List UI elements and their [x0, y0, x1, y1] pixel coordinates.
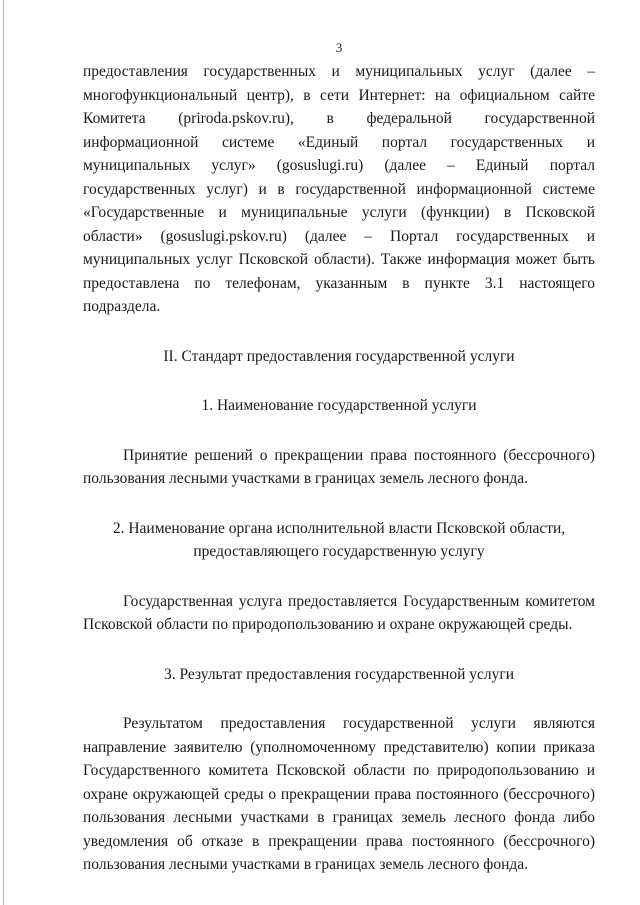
subsection-1-heading-line: 1. Наименование государственной услуги [201, 397, 477, 414]
subsection-2-heading-line-1: 2. Наименование органа исполнительной власти Псковской области, [112, 519, 566, 537]
spacer [83, 491, 595, 517]
document-page [83, 40, 595, 877]
subsection-1-paragraph: Принятие решений о прекращении права постоянного (бессрочного) пользования лесными участками в границах земель лесного фонда. [83, 446, 595, 487]
spacer [83, 686, 595, 712]
section-heading: II. Стандарт предоставления государственной услуги [163, 347, 515, 365]
subsection-2-paragraph: Государственная услуга предоставляется Государственным комитетом Псковской области по природопользованию и охране окружающей среды. [83, 592, 595, 633]
subsection-3-heading-line: 3. Результат предоставления государственной услуги [163, 665, 515, 683]
subsection-3-paragraph: Результатом предоставления государственной услуги являются направление заявителю (уполномоченному представителю) копии приказа Государственного комитета Псковской области по природопользованию и охране окружающей среды о прекращении права постоянного (бессрочного) пользования лесными участками в границах земель лесного фонда либо уведомления об отказе в прекращении права постоянного (бессрочного) пользования лесными участками в границах земель лесного фонда. [83, 715, 595, 873]
spacer [83, 637, 595, 663]
subsection-1-heading [83, 394, 595, 418]
spacer [83, 319, 595, 345]
subsection-2-heading [83, 517, 595, 564]
scan-edge-line [3, 0, 4, 905]
page-number: 3 [335, 40, 343, 55]
intro-paragraph: предоставления государственных и муниципальных услуг (далее – многофункциональный центр), в сети Интернет: на официальном сайте Комитета (priroda.pskov.ru), в федеральной государственной информационной системе «Единый портал государственных и муниципальных услуг» (gosuslugi.ru) (далее – Единый портал государственных услуг) и в государственной информационной системе «Государственные и муниципальные услуги (функции) в Псковской области» (gosuslugi.pskov.ru) (далее – Портал государственных и муниципальных услуг Псковской области). Также информация может быть предоставлена по телефонам, указанным в пункте 3.1 настоящего подраздела. [83, 63, 595, 315]
spacer [83, 564, 595, 590]
subsection-2-heading-line-2: предоставляющего государственную услугу [193, 543, 485, 560]
subsection-3-heading [83, 663, 595, 687]
spacer [83, 368, 595, 394]
spacer [83, 418, 595, 444]
